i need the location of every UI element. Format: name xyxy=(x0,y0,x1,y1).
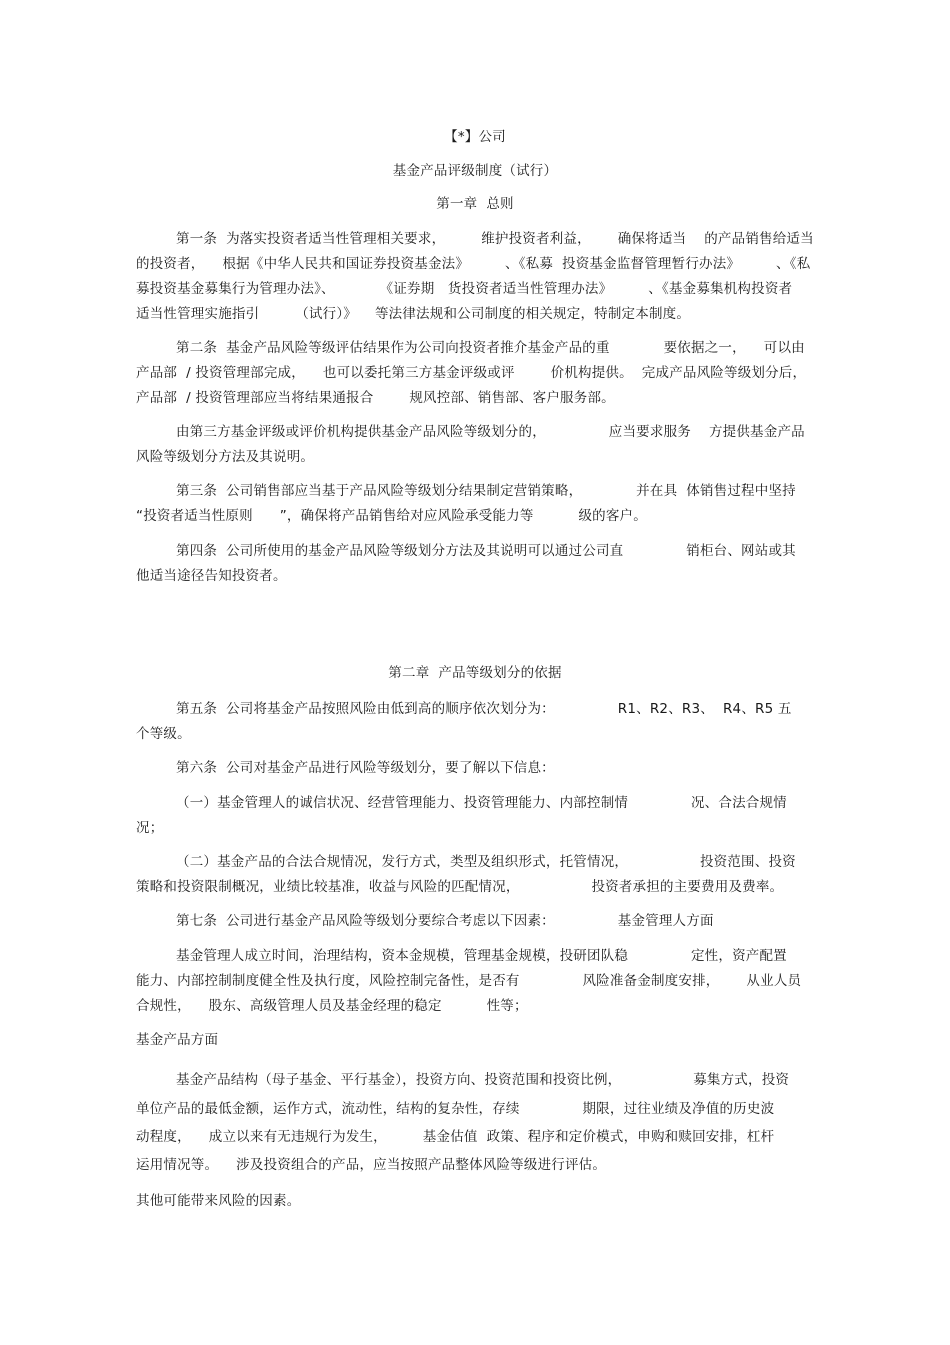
company-name: 【*】公司 xyxy=(444,129,506,145)
article-1-line-2: 的投资者， 根据《中华人民共和国证券投资基金法》 、《私募 投资基金监督管理暂行办法》 、《私 xyxy=(136,256,811,272)
article-1-line-4: 适当性管理实施指引 （试行）》 等法律法规和公司制度的相关规定，特制定本制度。 xyxy=(136,306,691,322)
item-2-line-2: 策略和投资限制概况，业绩比较基准，收益与风险的匹配情况， 投资者承担的主要费用及费率。 xyxy=(136,879,784,895)
chapter-1-heading: 第一章 总则 xyxy=(436,196,514,212)
article-3-line-2: “投资者适当性原则 ”，确保将产品销售给对应风险承受能力等 级的客户。 xyxy=(136,508,647,524)
article-4-line-1: 第四条 公司所使用的基金产品风险等级划分方法及其说明可以通过公司直 销柜台、网站或其 xyxy=(176,543,796,559)
article-7-line-1: 第七条 公司进行基金产品风险等级划分要综合考虑以下因素： 基金管理人方面 xyxy=(176,913,714,929)
article-2-line-1: 第二条 基金产品风险等级评估结果作为公司向投资者推介基金产品的重 要依据之一， 可以由 xyxy=(176,340,805,356)
article-2b-line-2: 风险等级划分方法及其说明。 xyxy=(136,449,315,465)
chapter-2-heading: 第二章 产品等级划分的依据 xyxy=(388,665,562,681)
manager-line-3: 合规性， 股东、高级管理人员及基金经理的稳定 性等； xyxy=(136,998,528,1014)
article-4-line-2: 他适当途径告知投资者。 xyxy=(136,568,287,584)
document-title: 基金产品评级制度（试行） xyxy=(392,163,558,179)
manager-line-2: 能力、内部控制制度健全性及执行度，风险控制完备性，是否有 风险准备金制度安排， 从业人员 xyxy=(136,973,802,989)
article-1-line-1: 第一条 为落实投资者适当性管理相关要求， 维护投资者利益， 确保将适当 的产品销售给适当 xyxy=(176,231,814,247)
article-6-line-1: 第六条 公司对基金产品进行风险等级划分，要了解以下信息： xyxy=(176,760,555,776)
article-2b-line-1: 由第三方基金评级或评价机构提供基金产品风险等级划分的， 应当要求服务 方提供基金产品 xyxy=(176,424,805,440)
article-5-line-2: 个等级。 xyxy=(136,726,191,742)
product-line-1: 基金产品结构（母子基金、平行基金），投资方向、投资范围和投资比例， 募集方式，投资 xyxy=(176,1072,790,1088)
product-line-3: 动程度， 成立以来有无违规行为发生， 基金估值 政策、程序和定价模式，申购和赎回安排，杠杆 xyxy=(136,1129,775,1145)
product-line-2: 单位产品的最低金额，运作方式，流动性，结构的复杂性，存续 期限，过往业绩及净值的历史波 xyxy=(136,1101,775,1117)
article-2-line-3: 产品部 / 投资管理部应当将结果通报合 规风控部、销售部、客户服务部。 xyxy=(136,390,615,406)
article-1-line-3: 募投资基金募集行为管理办法》、 《证券期 货投资者适当性管理办法》 、《基金募集机构投资者 xyxy=(136,281,793,297)
item-2-line-1: （二）基金产品的合法合规情况，发行方式，类型及组织形式，托管情况， 投资范围、投资 xyxy=(176,854,796,870)
other-factors: 其他可能带来风险的因素。 xyxy=(136,1193,301,1209)
product-line-4: 运用情况等。 涉及投资组合的产品，应当按照产品整体风险等级进行评估。 xyxy=(136,1157,607,1173)
item-1-line-1: （一）基金管理人的诚信状况、经营管理能力、投资管理能力、内部控制情 况、合法合规情 xyxy=(176,795,787,811)
article-5-line-1: 第五条 公司将基金产品按照风险由低到高的顺序依次划分为： R1、R2、R3、 R4、R5 五 xyxy=(176,701,792,717)
article-3-line-1: 第三条 公司销售部应当基于产品风险等级划分结果制定营销策略， 并在具 体销售过程中坚持 xyxy=(176,483,796,499)
item-1-line-2: 况； xyxy=(136,820,164,836)
article-2-line-2: 产品部 / 投资管理部完成， 也可以委托第三方基金评级或评 价机构提供。 完成产品风险等级划分后， xyxy=(136,365,807,381)
product-heading: 基金产品方面 xyxy=(136,1032,219,1048)
manager-line-1: 基金管理人成立时间，治理结构，资本金规模，管理基金规模，投研团队稳 定性，资产配置 xyxy=(176,948,787,964)
